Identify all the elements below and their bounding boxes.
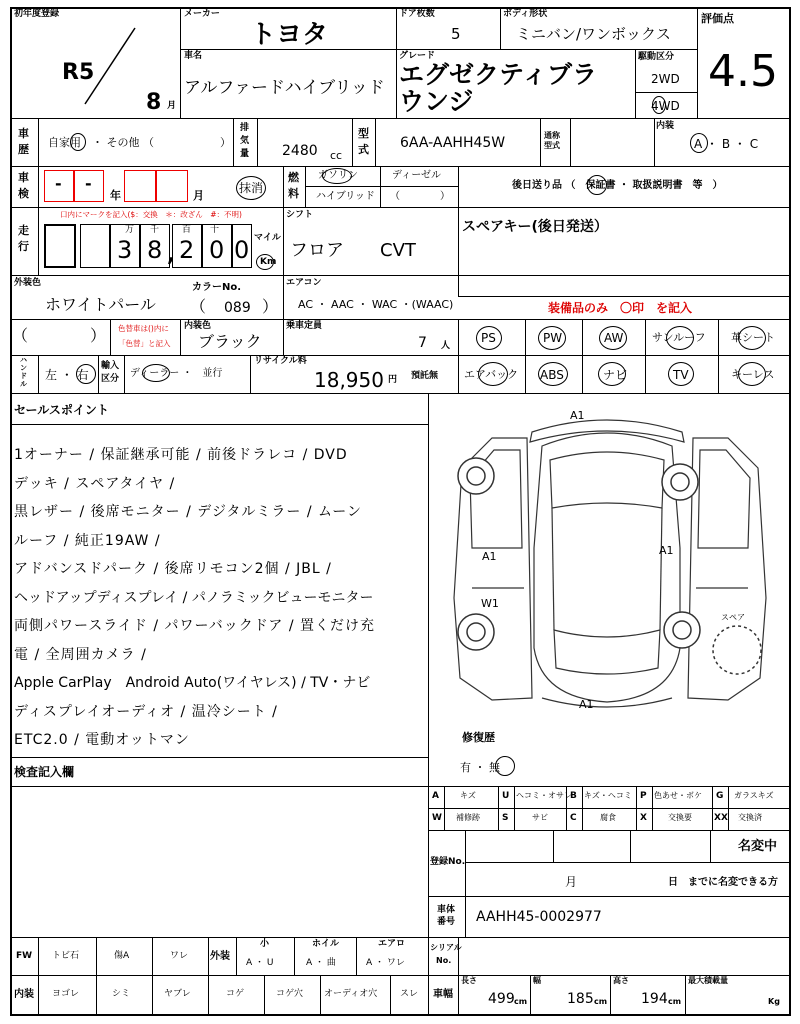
common-model-label-1: 通称 [544,131,560,140]
fuel-diesel: ディーゼル [392,170,441,181]
damage-a1-right: A1 [659,544,674,557]
later-docs: 後日送り品 （ 保証書 ・ 取扱説明書 等 ） [512,180,723,191]
interior-item: ヨゴレ [52,989,80,999]
mileage-digit-3: 2 [179,236,195,264]
max-load-unit: Kg [768,997,780,1006]
equip-keyless: キーレス [731,368,775,381]
repair-history-label: 修復歴 [462,731,495,744]
equip-abs: ABS [540,368,564,382]
displacement-label-3: 量 [240,149,250,159]
equip-tv-circle [668,362,694,386]
fw-item: ワレ [170,951,189,961]
mileage-digit-5: 0 [234,236,250,264]
inspection-label-2: 検 [18,187,29,200]
aero-label: エアロ [378,939,406,949]
serial-label-2: No. [436,956,452,965]
interior-item: シミ [112,989,131,999]
warranty-circle [587,175,607,195]
private-use-circle [70,133,86,151]
history-value: 自家用 ・ その他 （ ） [48,136,231,149]
equip-sunroof-circle [666,326,694,350]
legend-code: C [570,813,577,823]
import-dealer-circle [142,364,170,382]
history-label-2: 歴 [18,143,29,156]
recycle-label: リサイクル料 [254,356,307,366]
name-change: 名変中 [738,839,778,854]
repair-history-value: 有 ・ 無 [460,761,500,774]
vin-label-2: 番号 [437,917,456,927]
legend-code: B [570,791,577,801]
color-change-paren-close: ） [90,326,107,345]
sales-line: ルーフ / 純正19AW / [14,532,161,549]
length-label: 長さ [461,976,477,985]
fw-item: トビ石 [52,951,80,961]
inspection-month-box-1 [124,170,156,202]
width-label: 幅 [533,976,541,985]
legend-code: S [502,813,509,823]
reg-month: 月 [565,875,578,889]
sales-line: ETC2.0 / 電動オットマン [14,732,190,748]
mileage-digit-4: 0 [209,236,225,264]
width-unit: cm [594,997,608,1006]
import-label-2: 区分 [101,374,120,384]
spare-key-note: スペアキー(後日発送） [462,219,608,235]
not-registered: 抹消 [239,181,264,195]
equip-pw-circle [538,326,566,350]
drive-4wd: 4WD [651,99,680,113]
legend-code: U [502,791,510,801]
place-1k: 千 [150,225,160,235]
grade-line2: ウンジ [399,87,474,116]
handle-label-3: ド [20,372,27,380]
mileage-km: Km [260,257,277,267]
equip-leather-circle [738,326,766,350]
equip-aw: AW [604,331,624,345]
damage-a1-rear: A1 [579,698,594,711]
equip-leather: 革シート [731,331,775,344]
equip-navi: ナビ [603,368,628,382]
height-unit: cm [668,997,682,1006]
size-label: 車幅 [433,989,453,1000]
legend-code: P [640,791,647,801]
bottom-interior-label: 内装 [14,989,34,1000]
repair-none-circle [495,756,515,776]
height-label: 高さ [613,976,629,985]
handle-label-2: ン [20,364,27,372]
month-unit: 月 [167,101,177,111]
legend-desc: キズ・ヘコミ [584,791,632,800]
max-load-label: 最大積載量 [688,976,728,985]
import-label-1: 輸入 [101,361,120,371]
legend-desc: 色あせ・ボケ [654,791,702,800]
inspection-dash-2: - [85,174,92,193]
legend-desc: キズ [460,791,476,800]
model-label-1: 型 [358,127,369,140]
mileage-km-circle [256,254,277,270]
legend-desc: ヘコミ・オサレ [516,791,572,800]
deposit: 預託無 [411,371,439,381]
mileage-mark-box [44,224,76,268]
fuel-hybrid: ハイブリッド [316,191,375,202]
maker-label: メーカー [184,9,220,19]
color-no: 089 [224,300,251,316]
aircon: AC ・ AAC ・ WAC ・(WAAC) [298,298,454,311]
capacity-unit: 人 [441,341,451,351]
equip-aw-circle [599,326,627,350]
car-name-label: 車名 [184,51,203,61]
equip-ps-circle [476,326,502,350]
vin-label-1: 車体 [437,905,456,915]
body-label: ボディ形状 [503,9,548,19]
body-type: ミニバン/ワンボックス [516,25,671,43]
small-label: 小 [260,939,270,949]
drive-4wd-circle [652,96,666,114]
equip-sunroof: サンルーフ [652,331,706,344]
legend-code: XX [714,813,728,823]
drive-2wd: 2WD [651,72,680,86]
handle-label-4: ル [20,380,27,388]
sales-line: アドバンスドパーク / 後席リモコン2個 / JBL / [14,561,332,577]
capacity-label: 乗車定員 [286,321,323,331]
aero-value: A ・ ワレ [366,958,405,968]
model-label-2: 式 [358,143,369,156]
serial-label-1: シリアル [430,943,462,952]
sales-line: Apple CarPlay Android Auto(ワイヤレス) / TV・ナビ [14,675,371,691]
color-no-paren-open: （ [190,297,207,316]
aircon-label: エアコン [286,278,322,288]
score: 4.5 [708,46,778,97]
mileage-comma: , [167,242,175,266]
inspection-month-box-2 [156,170,188,202]
length: 499 [488,991,515,1007]
legend-code: W [432,813,442,823]
reg-day-note: 日 までに名変できる方 [668,877,778,888]
fw-item: 傷A [114,951,130,961]
exterior-color: ホワイトパール [45,295,156,314]
mileage-digit-2: 8 [147,236,163,264]
wheel-value: A ・ 曲 [306,958,336,968]
recycle-unit: 円 [388,375,398,385]
legend-desc: 補修跡 [456,813,480,822]
slash-mark [80,26,140,106]
doors-label: ドア枚数 [399,9,435,19]
sales-line: ディスプレイオーディオ / 温冷シート / [14,703,278,720]
vin: AAHH45-0002977 [476,909,602,925]
place-10: 十 [210,225,220,235]
legend-desc: 交換済 [738,813,762,822]
length-unit: cm [514,997,528,1006]
handle-label-1: ハ [20,356,27,364]
drive-label: 駆動区分 [638,52,675,62]
damage-a1-front: A1 [570,409,585,422]
height: 194 [641,991,668,1007]
mileage-digit-box-1 [80,224,110,268]
displacement-label-2: 気 [240,136,250,146]
interior-item: オーディオ穴 [324,989,378,999]
interior-grade-value: A ・ B ・ C [694,137,759,151]
equip-pw: PW [543,331,563,345]
place-10k: 万 [125,225,135,235]
first-reg-month: 8 [146,90,162,115]
interior-grade-a-circle [690,133,708,153]
first-reg-era: R5 [62,60,95,85]
equip-tv: TV [673,368,689,382]
sales-title: セールスポイント [14,403,109,417]
spare-tire [713,626,761,674]
color-change-note-1: 色替車は()内に [118,324,169,333]
common-model-label-2: 型式 [544,141,560,150]
model: 6AA-AAHH45W [400,135,506,151]
color-change-paren-open: （ [12,326,29,345]
fuel-label-1: 燃 [288,171,299,184]
mileage-digit-1: 3 [117,236,133,264]
inspection-notes-title: 検査記入欄 [14,765,75,779]
maker: トヨタ [250,20,329,50]
equip-keyless-circle [738,362,766,386]
capacity: 7 [418,335,427,351]
sales-line: 黒レザー / 後席モニター / デジタルミラー / ムーン [14,504,363,520]
sales-points [14,444,428,758]
car-name: アルファードハイブリッド [184,78,385,98]
damage-w1: W1 [481,597,499,610]
interior-grade-label: 内装 [656,121,675,131]
fuel-gasoline: ガソリン [318,170,358,181]
sales-line: 1オーナー / 保証継承可能 / 前後ドラレコ / DVD [14,447,348,463]
bottom-exterior-label: 外装 [210,951,230,962]
score-label: 評価点 [701,12,734,25]
sales-line: ヘッドアップディスプレイ / パノラミックビューモニター [14,589,374,606]
grade-label: グレード [399,51,436,61]
place-100: 百 [182,225,192,235]
mileage-label-1: 走 [18,224,29,237]
import-value: ディーラー ・ 並行 [130,368,223,379]
equip-ps: PS [481,331,496,345]
handle-value: 左 ・ 右 [45,368,89,382]
equip-airbag-circle [478,362,508,386]
shift: フロア CVT [290,240,416,261]
recycle: 18,950 [314,368,384,392]
first-reg-label: 初年度登録 [14,9,60,19]
exterior-color-label: 外装色 [14,278,42,288]
doors: 5 [451,25,461,43]
sales-line: 両側パワースライド / パワーバックドア / 置くだけ充 [14,618,375,634]
spare-label: スペア [721,613,745,622]
handle-right-circle [76,364,96,384]
mileage-label-2: 行 [18,240,29,253]
fw-label: FW [16,951,33,961]
legend-desc: ガラスキズ [734,791,774,800]
mileage-mile: マイル [254,233,281,243]
equip-title: 装備品のみ 〇印 を記入 [548,301,693,315]
equip-airbag: エアバック [464,368,519,381]
mileage-note: 口内にマークを記入($：交換 ＊：改ざん #：不明) [60,210,242,219]
legend-desc: サビ [532,813,548,822]
interior-color: ブラック [198,332,262,351]
legend-desc: 交換要 [668,813,692,822]
legend-code: A [432,791,439,801]
interior-item: スレ [400,989,419,999]
damage-a1-left: A1 [482,550,497,563]
interior-item: コゲ穴 [276,989,304,999]
legend-code: X [640,813,647,823]
inspection-year-unit: 年 [110,189,121,202]
reg-no-label: 登録No. [430,857,466,867]
fuel-other: （ ） [390,191,450,202]
inspection-month-unit: 月 [193,189,204,202]
color-no-paren-close: ） [262,297,279,316]
fuel-gasoline-circle [322,168,352,184]
interior-item: ヤブレ [164,989,191,999]
equip-navi-circle [598,362,626,386]
sales-line: 電 / 全周囲カメラ / [14,646,147,663]
displacement-label-1: 排 [240,123,250,133]
small-value: A ・ U [246,958,274,968]
interior-item: コゲ [226,989,245,999]
color-no-label: カラーNo. [192,282,242,293]
not-registered-circle [236,176,266,200]
fuel-label-2: 料 [288,187,299,200]
wheel-label: ホイル [312,939,340,949]
equip-abs-circle [538,362,568,386]
legend-desc: 腐食 [600,813,616,822]
grade-line1: エグゼクティブラ [399,60,598,89]
displacement-unit: cc [330,149,343,162]
inspection-dash-1: - [55,174,62,193]
shift-label: シフト [286,210,314,220]
interior-color-label: 内装色 [184,321,212,331]
color-change-note-2: 「色替」と記入 [118,339,171,348]
inspection-label-1: 車 [18,171,29,184]
sales-line: デッキ / スペアタイヤ / [14,475,176,492]
width: 185 [567,991,594,1007]
history-label-1: 車 [18,127,29,140]
legend-code: G [716,791,724,801]
displacement: 2480 [282,143,318,159]
